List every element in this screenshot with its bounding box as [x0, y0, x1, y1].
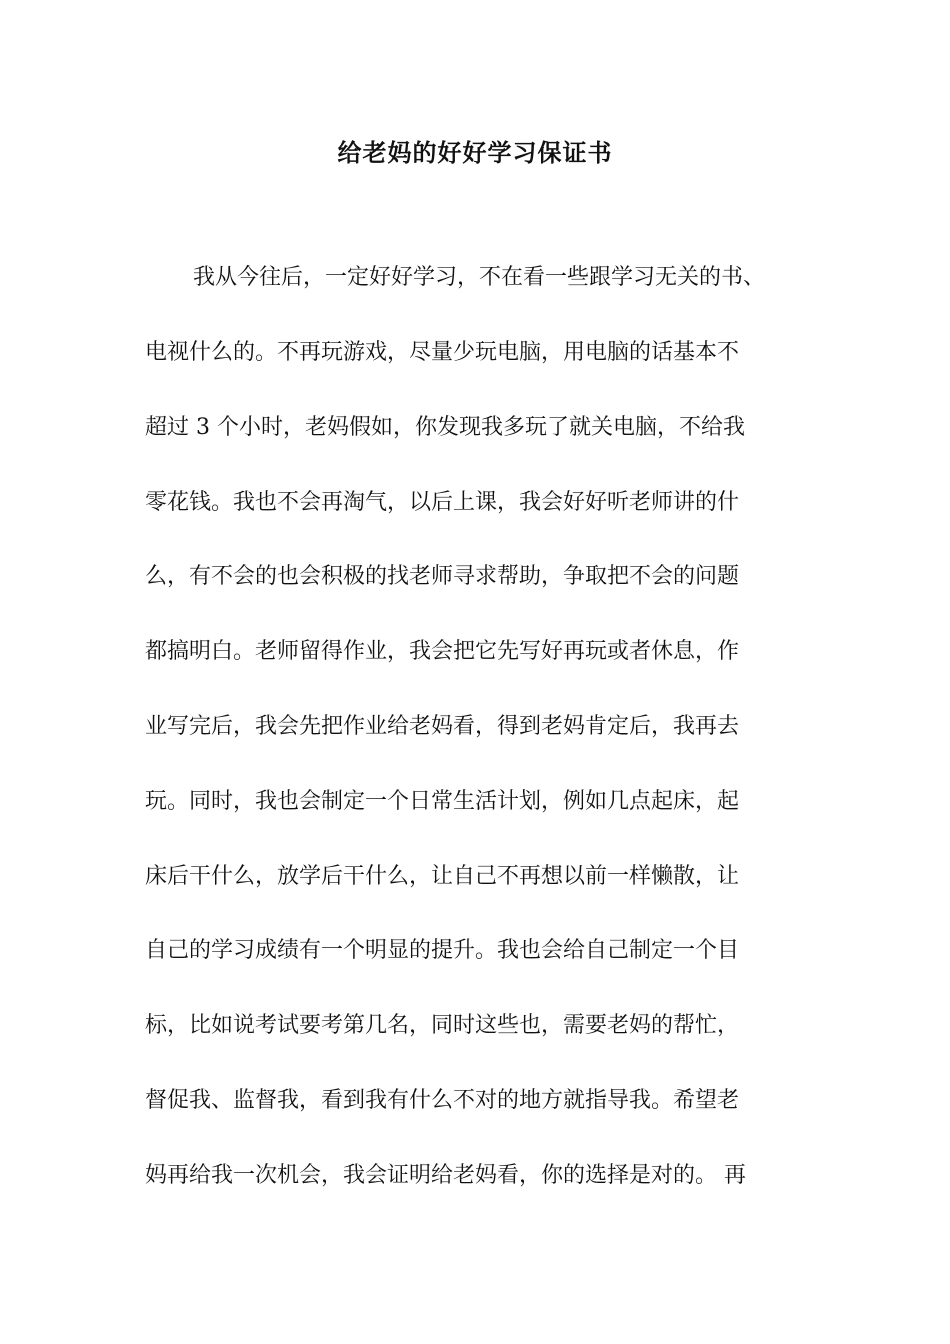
paragraph-line: 超过 3 个小时，老妈假如，你发现我多玩了就关电脑，不给我	[145, 415, 745, 440]
paragraph-line: 业写完后，我会先把作业给老妈看，得到老妈肯定后，我再去	[145, 714, 740, 739]
paragraph-line: 督促我、监督我，看到我有什么不对的地方就指导我。希望老	[145, 1088, 740, 1113]
paragraph-line: 都搞明白。老师留得作业，我会把它先写好再玩或者休息，作	[145, 639, 740, 664]
paragraph-line: 我从今往后，一定好好学习，不在看一些跟学习无关的书、	[193, 265, 766, 290]
paragraph-line: 电视什么的。不再玩游戏，尽量少玩电脑，用电脑的话基本不	[145, 340, 740, 365]
paragraph-line: 标，比如说考试要考第几名，同时这些也，需要老妈的帮忙，	[145, 1013, 740, 1038]
paragraph-line: 么，有不会的也会积极的找老师寻求帮助，争取把不会的问题	[145, 564, 740, 589]
document-title: 给老妈的好好学习保证书	[337, 138, 613, 167]
paragraph-line: 自己的学习成绩有一个明显的提升。我也会给自己制定一个目	[145, 938, 740, 963]
paragraph-line: 床后干什么，放学后干什么，让自己不再想以前一样懒散，让	[145, 864, 740, 889]
paragraph-line: 零花钱。我也不会再淘气，以后上课，我会好好听老师讲的什	[145, 490, 740, 515]
paragraph-line: 玩。同时，我也会制定一个日常生活计划，例如几点起床，起	[145, 789, 740, 814]
paragraph-line: 妈再给我一次机会，我会证明给老妈看，你的选择是对的。 再	[145, 1163, 746, 1188]
